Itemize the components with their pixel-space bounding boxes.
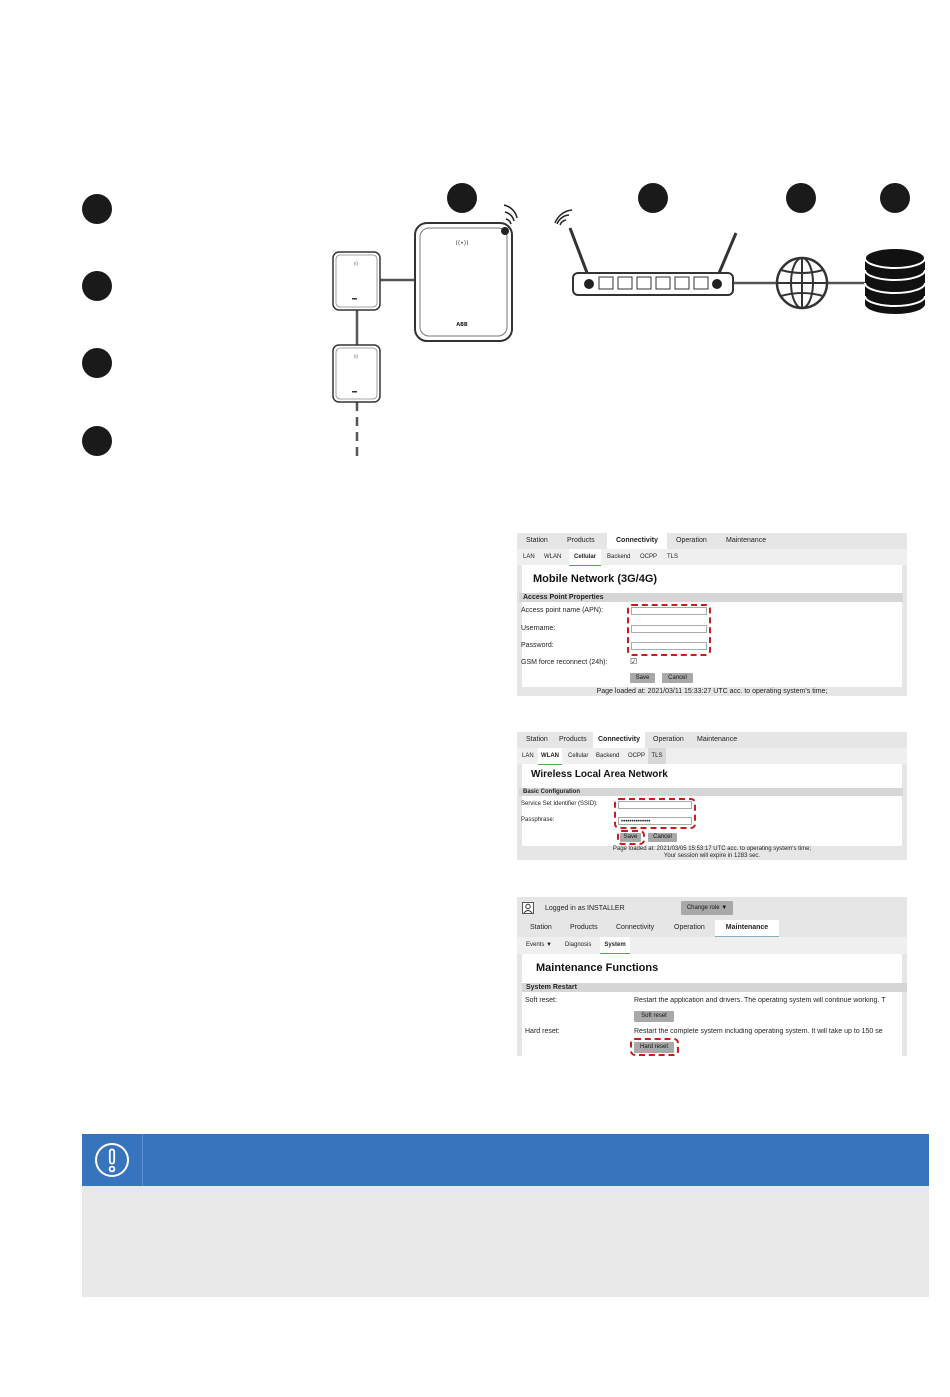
section-header: Access Point Properties — [519, 593, 903, 602]
subtab-wlan[interactable]: WLAN — [544, 554, 562, 560]
tab-products[interactable]: Products — [570, 924, 598, 931]
highlight-frame — [627, 604, 711, 656]
hard-reset-button[interactable]: Hard reset — [634, 1042, 674, 1053]
hard-reset-label: Hard reset: — [525, 1028, 560, 1035]
screenshot-maintenance-system — [517, 897, 907, 1056]
apn-label: Access point name (APN): — [521, 607, 604, 614]
tab-connectivity[interactable]: Connectivity — [593, 732, 645, 749]
gsm-reconnect-label: GSM force reconnect (24h): — [521, 659, 608, 666]
network-diagram — [0, 170, 950, 470]
note-header — [82, 1134, 929, 1186]
page-title: Wireless Local Area Network — [531, 769, 668, 780]
tab-station[interactable]: Station — [526, 537, 548, 544]
login-status: Logged in as INSTALLER — [545, 905, 625, 912]
session-expiry-status: Your session will expire in 1283 sec. — [517, 853, 907, 860]
charger-secondary-1 — [333, 252, 380, 310]
tab-operation[interactable]: Operation — [674, 924, 705, 931]
highlight-frame — [614, 798, 696, 829]
database-icon — [865, 248, 925, 314]
tab-station[interactable]: Station — [530, 924, 552, 931]
tab-products[interactable]: Products — [559, 736, 587, 743]
page-loaded-status: Page loaded at: 2021/03/05 15:53:17 UTC acc. to operating system's time; — [517, 846, 907, 853]
login-bar — [517, 897, 907, 919]
page-title: Mobile Network (3G/4G) — [533, 573, 658, 585]
ssid-label: Service Set Identifier (SSID): — [521, 801, 598, 807]
note-icon-cell — [82, 1134, 143, 1186]
charger-secondary-2 — [333, 345, 380, 402]
svg-text:(((: ((( — [353, 354, 359, 359]
passphrase-label: Passphrase: — [521, 817, 555, 823]
svg-text:ABB: ABB — [456, 322, 468, 328]
passphrase-input[interactable]: •••••••••••••• — [618, 817, 692, 825]
tab-connectivity[interactable]: Connectivity — [616, 924, 655, 931]
tab-maintenance[interactable]: Maintenance — [715, 920, 779, 937]
router-icon — [555, 210, 736, 295]
screenshot-cellular-settings — [517, 533, 907, 696]
hard-reset-description: Restart the complete system including operating system. It will take up to 150 se — [634, 1028, 883, 1035]
subtab-tls[interactable]: TLS — [667, 554, 679, 560]
tab-products[interactable]: Products — [567, 537, 595, 544]
exclamation-icon — [94, 1142, 130, 1178]
svg-text:((•)): ((•)) — [455, 240, 469, 247]
subtab-tls[interactable]: TLS — [648, 748, 666, 764]
tab-operation[interactable]: Operation — [676, 537, 707, 544]
section-header: Basic Configuration — [519, 788, 903, 796]
globe-icon — [777, 258, 827, 308]
change-role-button[interactable]: Change role ▼ — [681, 901, 733, 915]
subtab-ocpp[interactable]: OCPP — [628, 753, 646, 759]
tab-station[interactable]: Station — [526, 736, 548, 743]
password-label: Password: — [521, 642, 554, 649]
highlight-frame — [630, 1038, 679, 1056]
username-label: Username: — [521, 625, 556, 632]
page-title: Maintenance Functions — [536, 962, 659, 974]
subtab-lan[interactable]: LAN — [522, 753, 534, 759]
save-button[interactable]: Save — [630, 673, 655, 683]
user-icon — [522, 902, 534, 914]
tab-connectivity[interactable]: Connectivity — [607, 533, 667, 550]
subtab-diagnosis[interactable]: Diagnosis — [565, 942, 592, 948]
cancel-button[interactable]: Cancel — [662, 673, 693, 683]
charger-main — [415, 205, 517, 341]
cancel-button[interactable]: Cancel — [648, 833, 677, 842]
page-loaded-status: Page loaded at: 2021/03/11 15:33:27 UTC acc. to operating system's time; — [517, 687, 907, 696]
soft-reset-label: Soft reset: — [525, 997, 557, 1004]
subtab-wlan[interactable]: WLAN — [538, 748, 562, 765]
screenshot-wlan-settings — [517, 732, 907, 860]
subtab-backend[interactable]: Backend — [607, 554, 631, 560]
soft-reset-button[interactable]: Soft reset — [634, 1011, 674, 1022]
subtab-cellular[interactable]: Cellular — [568, 753, 589, 759]
svg-text:(((: ((( — [353, 261, 359, 266]
gsm-reconnect-checkbox[interactable]: ☑ — [630, 657, 638, 666]
section-header: System Restart — [522, 983, 907, 992]
subtab-backend[interactable]: Backend — [596, 753, 620, 759]
tab-maintenance[interactable]: Maintenance — [697, 736, 738, 743]
note-body — [82, 1186, 929, 1297]
subtab-lan[interactable]: LAN — [523, 554, 535, 560]
subtab-ocpp[interactable]: OCPP — [640, 554, 658, 560]
tab-maintenance[interactable]: Maintenance — [726, 537, 767, 544]
highlight-frame-save — [617, 830, 645, 845]
subtab-cellular[interactable]: Cellular — [569, 549, 601, 566]
subtab-events[interactable]: Events ▼ — [526, 942, 552, 948]
tab-operation[interactable]: Operation — [653, 736, 684, 743]
soft-reset-description: Restart the application and drivers. The operating system will continue working. T — [634, 997, 886, 1004]
subtab-system[interactable]: System — [600, 937, 630, 954]
save-button[interactable]: Save — [620, 833, 641, 842]
